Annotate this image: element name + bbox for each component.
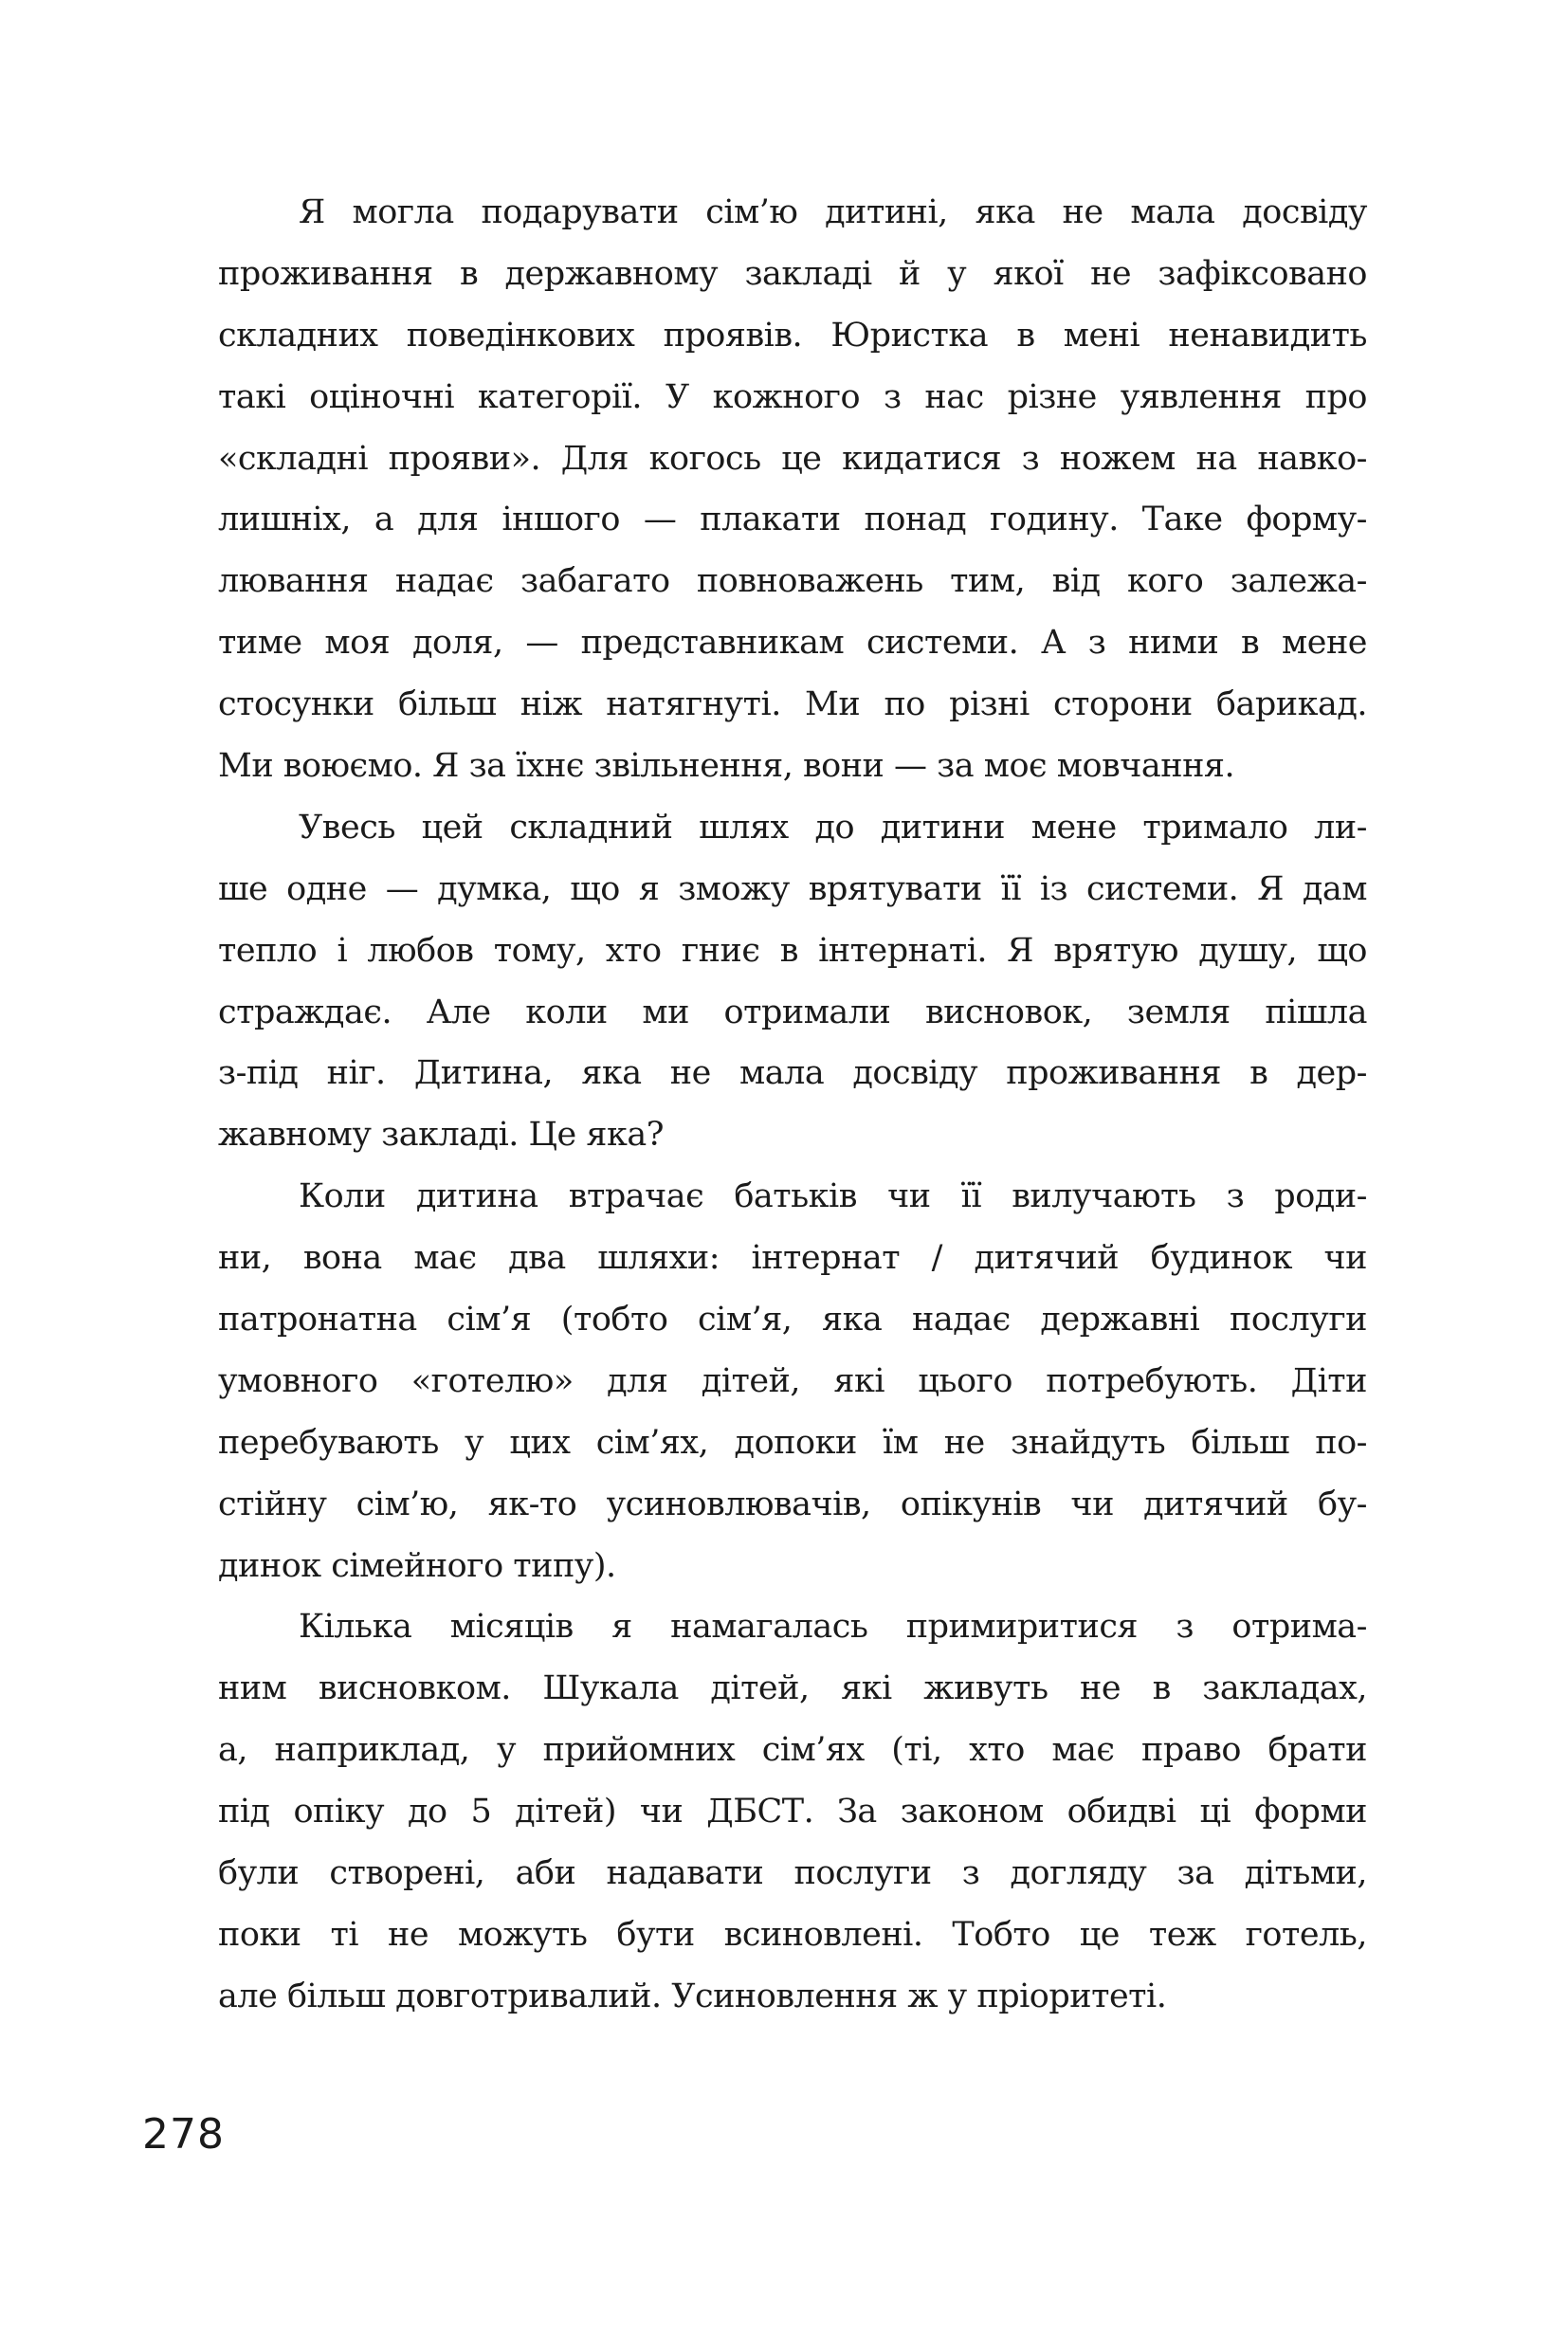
text-line: тиме моя доля, — представникам системи. А з ними в мене: [218, 624, 1367, 663]
text-line: Я могла подарувати сім’ю дитині, яка не мала досвіду: [299, 193, 1367, 231]
text-line: перебувають у цих сім’ях, допоки їм не знайдуть більш по-: [218, 1423, 1367, 1462]
text-line: проживання в державному закладі й у якої не зафіксовано: [218, 254, 1367, 293]
text-line: лювання надає забагато повноважень тим, від кого залежа-: [218, 562, 1367, 601]
text-line: ше одне — думка, що я зможу врятувати її із системи. Я дам: [218, 869, 1367, 908]
text-line: патронатна сім’я (тобто сім’я, яка надає державні послуги: [218, 1301, 1367, 1340]
text-line: під опіку до 5 дітей) чи ДБСТ. За законом обидві ці форми: [218, 1793, 1367, 1832]
text-line: такі оціночні категорії. У кожного з нас різне уявлення про: [218, 377, 1367, 416]
text-line: лишніх, а для іншого — плакати понад годину. Таке форму-: [218, 501, 1367, 539]
text-line: були створені, аби надавати послуги з догляду за дітьми,: [218, 1854, 1367, 1893]
paragraph-3: [218, 1166, 1367, 1596]
text-line: поки ті не можуть бути всиновлені. Тобто це теж готель,: [218, 1915, 1367, 1954]
page-number: 278: [142, 2110, 225, 2159]
paragraph-4: [218, 1596, 1367, 2027]
text-line: Увесь цей складний шлях до дитини мене тримало ли-: [299, 808, 1367, 847]
text-line: а, наприклад, у прийомних сім’ях (ті, хто має право брати: [218, 1731, 1367, 1770]
text-line: з-під ніг. Дитина, яка не мала досвіду проживання в дер-: [218, 1054, 1367, 1093]
text-line: Ми воюємо. Я за їхнє звільнення, вони — за моє мовчання.: [218, 747, 1235, 786]
text-line: стосунки більш ніж натягнуті. Ми по різні сторони барикад.: [218, 685, 1367, 724]
text-line: але більш довготривалий. Усиновлення ж у пріоритеті.: [218, 1977, 1167, 2015]
body-text: [218, 182, 1367, 2028]
text-line: жавному закладі. Це яка?: [218, 1116, 664, 1155]
paragraph-2: [218, 797, 1367, 1166]
text-line: страждає. Але коли ми отримали висновок, земля пішла: [218, 993, 1367, 1031]
text-line: Кілька місяців я намагалась примиритися з отрима-: [299, 1608, 1367, 1647]
text-line: динок сімейного типу).: [218, 1546, 616, 1585]
text-line: ни, вона має два шляхи: інтернат / дитячий будинок чи: [218, 1239, 1367, 1278]
text-line: ним висновком. Шукала дітей, які живуть не в закладах,: [218, 1669, 1367, 1708]
text-line: стійну сім’ю, як-то усиновлювачів, опікунів чи дитячий бу-: [218, 1485, 1367, 1523]
text-line: тепло і любов тому, хто гниє в інтернаті. Я врятую душу, що: [218, 931, 1367, 970]
text-line: «складні прояви». Для когось це кидатися з ножем на навко-: [218, 439, 1367, 478]
text-line: складних поведінкових проявів. Юристка в мені ненавидить: [218, 316, 1367, 355]
text-line: умовного «готелю» для дітей, які цього потребують. Діти: [218, 1361, 1367, 1400]
text-line: Коли дитина втрачає батьків чи її вилучають з роди-: [299, 1177, 1367, 1216]
paragraph-1: [218, 182, 1367, 797]
